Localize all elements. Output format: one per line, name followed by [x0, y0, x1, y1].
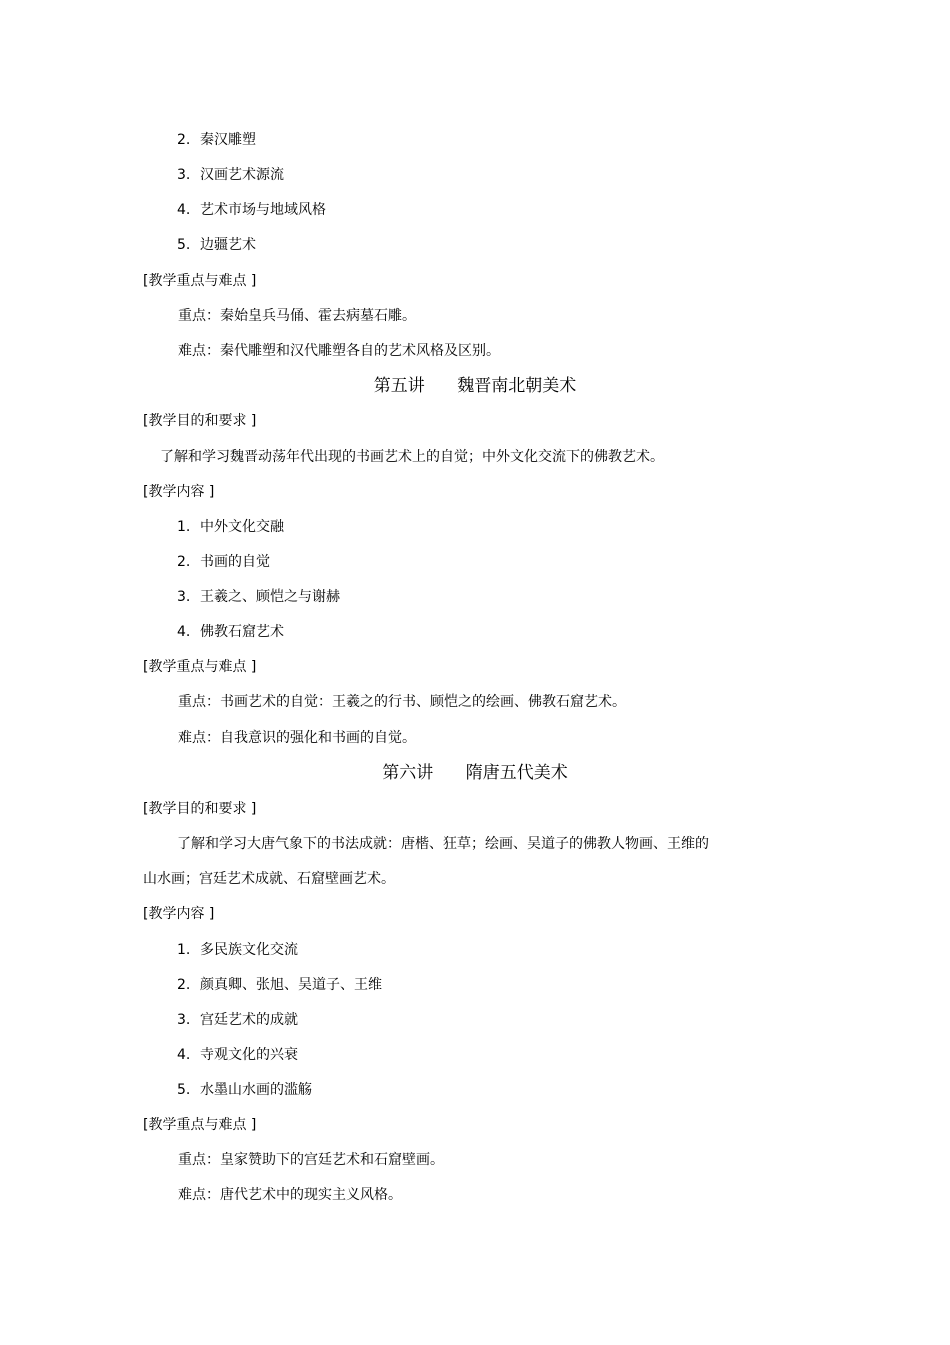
list-item: [177, 166, 284, 184]
goal-text-continued: 山水画；宫廷艺术成就、石窟壁画艺术。: [143, 871, 395, 887]
list-text: 佛教石窟艺术: [200, 624, 284, 640]
difficult-point: 难点：唐代艺术中的现实主义风格。: [178, 1187, 402, 1203]
list-item: [177, 518, 284, 536]
list-number: 4.: [177, 202, 191, 218]
list-text: 多民族文化交流: [200, 942, 298, 958]
list-item: [177, 588, 340, 606]
list-text: 王羲之、顾恺之与谢赫: [200, 589, 340, 605]
lecture-6-title: 第六讲 隋唐五代美术: [382, 763, 568, 783]
focus-label: [教学重点与难点 ]: [143, 1117, 257, 1133]
content-label: [教学内容 ]: [143, 906, 215, 922]
list-item: [177, 236, 256, 254]
list-number: 2.: [177, 554, 191, 570]
list-number: 1.: [177, 942, 191, 958]
list-number: 3.: [177, 589, 191, 605]
list-number: 5.: [177, 237, 191, 253]
list-item: [177, 553, 270, 571]
list-number: 2.: [177, 132, 191, 148]
list-number: 5.: [177, 1082, 191, 1098]
focus-label: [教学重点与难点 ]: [143, 273, 257, 289]
list-text: 宫廷艺术的成就: [200, 1012, 298, 1028]
list-text: 中外文化交融: [200, 519, 284, 535]
lecture-5-title: 第五讲 魏晋南北朝美术: [373, 376, 577, 396]
list-number: 4.: [177, 1047, 191, 1063]
focus-label: [教学重点与难点 ]: [143, 659, 257, 675]
content-label: [教学内容 ]: [143, 484, 215, 500]
list-number: 3.: [177, 167, 191, 183]
list-item: [177, 1011, 298, 1029]
list-item: [177, 1081, 312, 1099]
list-text: 艺术市场与地域风格: [200, 202, 326, 218]
key-point: 重点：皇家赞助下的宫廷艺术和石窟壁画。: [178, 1152, 444, 1168]
difficult-point: 难点：自我意识的强化和书画的自觉。: [178, 730, 416, 746]
list-text: 边疆艺术: [200, 237, 256, 253]
list-number: 3.: [177, 1012, 191, 1028]
key-point: 重点：书画艺术的自觉：王羲之的行书、顾恺之的绘画、佛教石窟艺术。: [178, 694, 626, 710]
list-item: [177, 1046, 298, 1064]
difficult-point: 难点：秦代雕塑和汉代雕塑各自的艺术风格及区别。: [178, 343, 500, 359]
list-text: 水墨山水画的滥觞: [200, 1082, 312, 1098]
list-text: 寺观文化的兴衰: [200, 1047, 298, 1063]
list-text: 颜真卿、张旭、吴道子、王维: [200, 977, 382, 993]
goal-label: [教学目的和要求 ]: [143, 801, 257, 817]
list-text: 书画的自觉: [200, 554, 270, 570]
goal-text: 了解和学习魏晋动荡年代出现的书画艺术上的自觉；中外文化交流下的佛教艺术。: [160, 449, 664, 465]
list-number: 4.: [177, 624, 191, 640]
list-item: [177, 941, 298, 959]
list-number: 1.: [177, 519, 191, 535]
goal-text: 了解和学习大唐气象下的书法成就：唐楷、狂草；绘画、吴道子的佛教人物画、王维的: [177, 836, 709, 852]
list-item: [177, 976, 382, 994]
list-item: [177, 201, 326, 219]
list-item: [177, 623, 284, 641]
key-point: 重点：秦始皇兵马俑、霍去病墓石雕。: [178, 308, 416, 324]
goal-label: [教学目的和要求 ]: [143, 413, 257, 429]
list-number: 2.: [177, 977, 191, 993]
list-text: 汉画艺术源流: [200, 167, 284, 183]
list-item: [177, 131, 256, 149]
list-text: 秦汉雕塑: [200, 132, 256, 148]
